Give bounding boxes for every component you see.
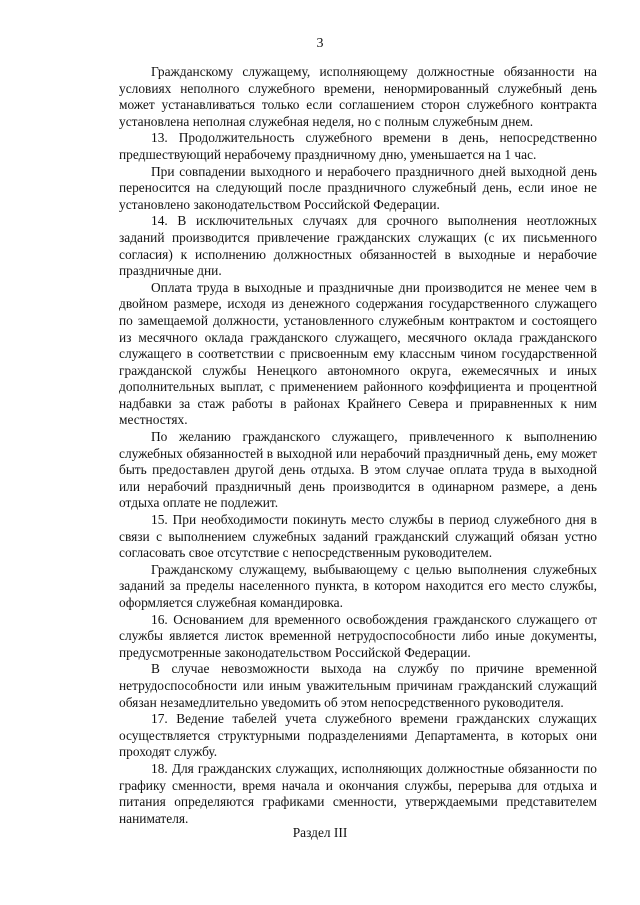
paragraph-6: По желанию гражданского служащего, привлеченного к выполнению служебных обязанностей в выходной или нерабочий праздничный день, ему может быть предоставлен другой день отдыха. В этом случае оплата труда в выходной или нерабочий праздничный день производится в одинарном размере, а день отдыха оплате не подлежит.	[119, 429, 597, 511]
paragraph-5: Оплата труда в выходные и праздничные дни производится не менее чем в двойном размере, исходя из денежного содержания государственного служащего по замещаемой должности, установленного служебным контрактом и состоящего из месячного оклада гражданского служащего, месячного оклада гражданского служащего в соответствии с присвоенным ему классным чином государственной гражданской службы Ненецкого автономного округа, ежемесячных и иных дополнительных выплат, с применением районного коэффициента и процентной надбавки за стаж работы в районах Крайнего Севера и приравненных к ним местностях.	[119, 279, 597, 428]
paragraph-2: 13. Продолжительность служебного времени в день, непосредственно предшествующий нерабочему праздничному дню, уменьшается на 1 час.	[119, 130, 597, 162]
paragraph-10: В случае невозможности выхода на службу по причине временной нетрудоспособности или иным уважительным причинам гражданский служащий обязан незамедлительно уведомить об этом непосредственного руководителя.	[119, 661, 597, 710]
page-number: 3	[316, 36, 324, 51]
paragraph-4: 14. В исключительных случаях для срочного выполнения неотложных заданий производится привлечение гражданских служащих (с их письменного согласия) к исполнению должностных обязанностей в выходные и нерабочие праздничные дни.	[119, 213, 597, 279]
section-heading: Раздел III	[292, 825, 348, 840]
paragraph-8: Гражданскому служащему, выбывающему с целью выполнения служебных заданий за пределы населенного пункта, в котором находится его место службы, оформляется служебная командировка.	[119, 561, 597, 610]
paragraph-9: 16. Основанием для временного освобождения гражданского служащего от службы является листок временной нетрудоспособности либо иные документы, предусмотренные законодательством Российской Федерации.	[119, 611, 597, 660]
paragraph-1: Гражданскому служащему, исполняющему должностные обязанности на условиях неполного служебного времени, ненормированный служебный день может устанавливаться только если соглашением сторон служебного контракта установлена неполная служебная неделя, но с полным служебным днем.	[119, 64, 597, 129]
paragraph-7: 15. При необходимости покинуть место службы в период служебного дня в связи с выполнением служебных заданий гражданский служащий обязан устно согласовать свое отсутствие с непосредственным руководителем.	[119, 512, 597, 561]
paragraph-11: 17. Ведение табелей учета служебного времени гражданских служащих осуществляется структурными подразделениями Департамента, в которых они проходят службу.	[119, 711, 597, 760]
paragraph-12: 18. Для гражданских служащих, исполняющих должностные обязанности по графику сменности, время начала и окончания службы, перерыва для отдыха и питания определяются графиками сменности, утверждаемыми представителем нанимателя.	[119, 760, 597, 826]
paragraph-3: При совпадении выходного и нерабочего праздничного дней выходной день переносится на следующий после праздничного служебный день, если иное не установлено законодательством Российской Федерации.	[119, 163, 597, 212]
document-body	[119, 64, 597, 827]
